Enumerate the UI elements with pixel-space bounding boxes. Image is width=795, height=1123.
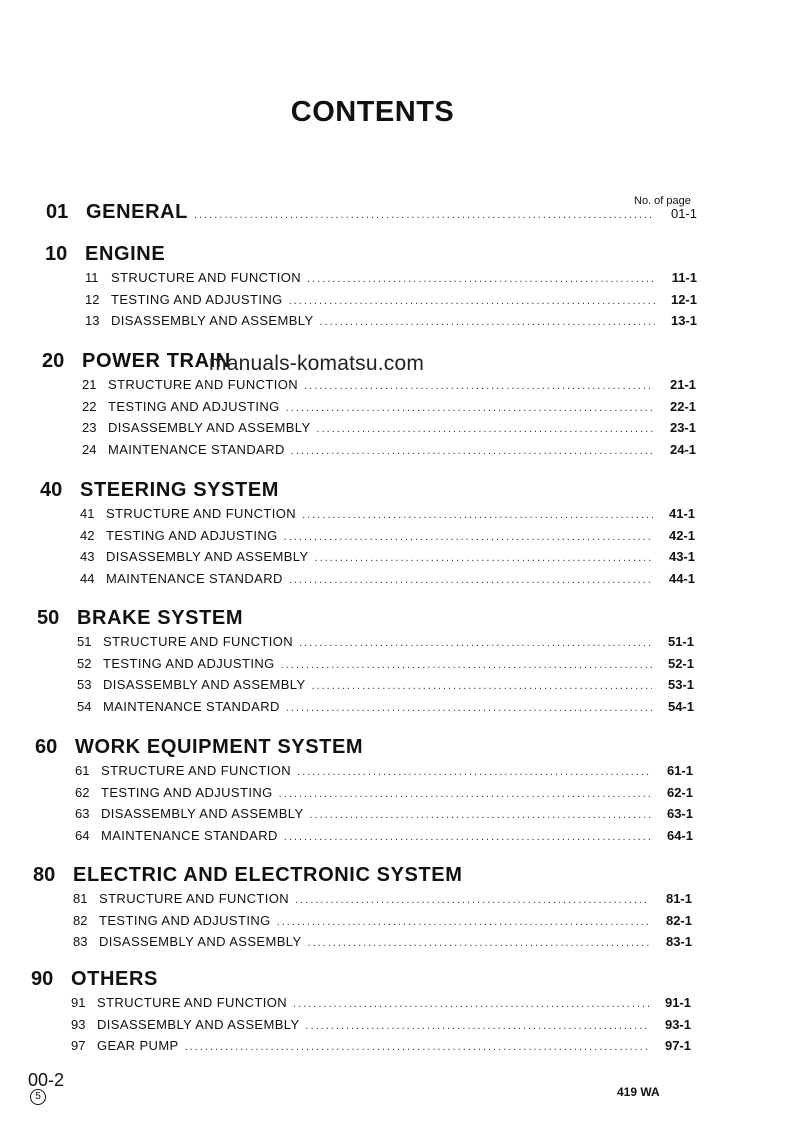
page-ref: 13-1: [670, 313, 697, 328]
item-label: MAINTENANCE STANDARD: [103, 698, 280, 714]
item-number: 44: [80, 570, 95, 586]
leader-dots: [317, 423, 654, 435]
toc-row[interactable]: [75, 806, 693, 828]
leader-dots: [310, 809, 651, 821]
leader-dots: [299, 637, 652, 649]
toc-row[interactable]: [85, 270, 697, 292]
toc-row[interactable]: [82, 399, 696, 421]
item-label: GEAR PUMP: [97, 1038, 179, 1053]
section-title: STEERING SYSTEM: [80, 479, 280, 501]
page-ref: 63-1: [666, 806, 693, 821]
page-ref: 41-1: [668, 506, 695, 521]
section-engine: [45, 243, 697, 335]
item-label: TESTING AND ADJUSTING: [99, 912, 271, 928]
page-ref: 64-1: [666, 827, 693, 843]
item-number: 23: [82, 420, 97, 435]
item-number: 61: [75, 763, 90, 778]
section-title: ENGINE: [85, 243, 166, 265]
section-number: 90: [31, 968, 54, 990]
page-ref: 23-1: [669, 420, 696, 435]
page-ref: 22-1: [669, 398, 696, 414]
leader-dots: [284, 831, 651, 843]
item-number: 41: [80, 506, 95, 521]
toc-row[interactable]: [73, 913, 692, 935]
page-ref: 93-1: [664, 1016, 691, 1032]
section-number: 01: [46, 201, 69, 223]
leader-dots: [289, 295, 655, 307]
item-label: STRUCTURE AND FUNCTION: [99, 891, 290, 906]
leader-dots: [312, 680, 652, 692]
item-label: DISASSEMBLY AND ASSEMBLY: [103, 677, 306, 692]
page-ref: 83-1: [665, 934, 692, 949]
toc-row[interactable]: [85, 313, 697, 335]
toc-row[interactable]: [80, 506, 695, 528]
section-heading[interactable]: [35, 736, 693, 759]
toc-row[interactable]: [71, 1038, 691, 1060]
item-number: 43: [80, 549, 95, 564]
toc-row[interactable]: [80, 571, 695, 593]
item-number: 97: [71, 1038, 86, 1053]
page-ref: 01-1: [670, 206, 697, 221]
item-label: DISASSEMBLY AND ASSEMBLY: [99, 934, 302, 949]
page-ref: 21-1: [669, 377, 696, 392]
item-number: 11: [85, 270, 99, 285]
toc-row[interactable]: [71, 1017, 691, 1039]
section-steering-system: [40, 479, 695, 592]
item-number: 62: [75, 784, 90, 800]
leader-dots: [293, 998, 649, 1010]
item-label: MAINTENANCE STANDARD: [108, 441, 285, 457]
item-number: 64: [75, 827, 90, 843]
section-number: 50: [37, 607, 60, 629]
toc-row[interactable]: [71, 995, 691, 1017]
item-number: 63: [75, 806, 90, 821]
page-ref: 52-1: [667, 655, 694, 671]
toc-row[interactable]: [82, 420, 696, 442]
section-title: OTHERS: [71, 968, 158, 990]
item-label: STRUCTURE AND FUNCTION: [103, 634, 294, 649]
section-general: [46, 201, 697, 224]
toc-row[interactable]: [77, 634, 694, 656]
item-label: DISASSEMBLY AND ASSEMBLY: [106, 549, 309, 564]
section-title: WORK EQUIPMENT SYSTEM: [75, 736, 364, 758]
item-label: TESTING AND ADJUSTING: [101, 784, 273, 800]
item-number: 81: [73, 891, 88, 906]
item-label: DISASSEMBLY AND ASSEMBLY: [108, 420, 311, 435]
item-label: TESTING AND ADJUSTING: [106, 527, 278, 543]
item-number: 24: [82, 441, 97, 457]
toc-row[interactable]: [73, 934, 692, 956]
item-label: STRUCTURE AND FUNCTION: [111, 270, 302, 285]
section-number: 80: [33, 864, 56, 886]
page-ref: 12-1: [670, 291, 697, 307]
page-ref: 54-1: [667, 698, 694, 714]
item-label: STRUCTURE AND FUNCTION: [106, 506, 297, 521]
item-number: 93: [71, 1016, 86, 1032]
page-ref: 11-1: [671, 270, 697, 285]
item-label: TESTING AND ADJUSTING: [111, 291, 283, 307]
section-others: [31, 968, 691, 1060]
leader-dots: [306, 1020, 649, 1032]
item-number: 51: [77, 634, 92, 649]
toc-row[interactable]: [73, 891, 692, 913]
watermark-text: manuals-komatsu.com: [209, 352, 425, 375]
section-number: 10: [45, 243, 68, 265]
leader-dots: [281, 659, 652, 671]
section-number: 60: [35, 736, 58, 758]
section-heading[interactable]: [45, 243, 697, 266]
item-label: TESTING AND ADJUSTING: [108, 398, 280, 414]
section-title: POWER TRAIN: [82, 350, 231, 372]
page-ref: 53-1: [667, 677, 694, 692]
item-label: MAINTENANCE STANDARD: [106, 570, 283, 586]
section-heading[interactable]: [33, 864, 692, 887]
leader-dots: [289, 574, 653, 586]
toc-row[interactable]: [82, 377, 696, 399]
item-number: 21: [82, 377, 97, 392]
item-number: 53: [77, 677, 92, 692]
page-ref: 81-1: [665, 891, 692, 906]
item-number: 12: [85, 291, 100, 307]
item-label: DISASSEMBLY AND ASSEMBLY: [111, 313, 314, 328]
section-heading[interactable]: [31, 968, 691, 991]
page-ref: 51-1: [667, 634, 694, 649]
section-number: 40: [40, 479, 63, 501]
toc-row[interactable]: [77, 677, 694, 699]
item-number: 22: [82, 398, 97, 414]
page-ref: 61-1: [666, 763, 693, 778]
item-number: 91: [71, 995, 86, 1010]
section-number: 20: [42, 350, 65, 372]
page-ref: 44-1: [668, 570, 695, 586]
toc-row[interactable]: [75, 763, 693, 785]
item-number: 54: [77, 698, 92, 714]
leader-dots: [291, 445, 654, 457]
section-heading[interactable]: [40, 479, 695, 502]
page-ref: 97-1: [664, 1038, 691, 1053]
item-label: DISASSEMBLY AND ASSEMBLY: [97, 1016, 300, 1032]
no-of-page-label: No. of page: [634, 195, 691, 207]
footer-model: 419 WA: [617, 1085, 660, 1099]
page-title: CONTENTS: [290, 96, 455, 128]
toc-row[interactable]: [77, 699, 694, 721]
leader-dots: [286, 702, 652, 714]
toc-row[interactable]: [80, 549, 695, 571]
item-label: STRUCTURE AND FUNCTION: [108, 377, 299, 392]
section-work-equipment-system: [35, 736, 693, 849]
section-title: BRAKE SYSTEM: [77, 607, 244, 629]
item-number: 13: [85, 313, 100, 328]
section-title: ELECTRIC AND ELECTRONIC SYSTEM: [73, 864, 463, 886]
toc-row[interactable]: [75, 785, 693, 807]
toc-row[interactable]: [75, 828, 693, 850]
section-brake-system: [37, 607, 694, 720]
item-number: 52: [77, 655, 92, 671]
section-electric-system: [33, 864, 692, 956]
leader-dots: [279, 788, 651, 800]
toc-row[interactable]: [85, 292, 697, 314]
leader-dots: [194, 209, 655, 221]
item-label: MAINTENANCE STANDARD: [101, 827, 278, 843]
page-ref: 62-1: [666, 784, 693, 800]
leader-dots: [286, 402, 654, 414]
item-label: DISASSEMBLY AND ASSEMBLY: [101, 806, 304, 821]
footer-page-number: 00-2: [28, 1070, 65, 1090]
toc-row[interactable]: [82, 442, 696, 464]
leader-dots: [315, 552, 653, 564]
item-label: STRUCTURE AND FUNCTION: [97, 995, 288, 1010]
leader-dots: [295, 894, 650, 906]
item-number: 42: [80, 527, 95, 543]
leader-dots: [302, 509, 653, 521]
leader-dots: [297, 766, 651, 778]
section-title: GENERAL: [86, 201, 188, 223]
item-number: 83: [73, 934, 88, 949]
toc-row[interactable]: [77, 656, 694, 678]
item-label: STRUCTURE AND FUNCTION: [101, 763, 292, 778]
revision-mark-icon: 5: [30, 1089, 46, 1105]
item-number: 82: [73, 912, 88, 928]
toc-row[interactable]: [80, 528, 695, 550]
leader-dots: [277, 916, 650, 928]
leader-dots: [185, 1041, 649, 1053]
page-ref: 43-1: [668, 549, 695, 564]
leader-dots: [320, 316, 655, 328]
page-ref: 42-1: [668, 527, 695, 543]
page-ref: 24-1: [669, 441, 696, 457]
section-heading[interactable]: [46, 201, 697, 224]
leader-dots: [284, 531, 653, 543]
leader-dots: [304, 380, 654, 392]
page-ref: 82-1: [665, 912, 692, 928]
section-heading[interactable]: [37, 607, 694, 630]
page-ref: 91-1: [664, 995, 691, 1010]
leader-dots: [307, 273, 655, 285]
leader-dots: [308, 937, 650, 949]
item-label: TESTING AND ADJUSTING: [103, 655, 275, 671]
